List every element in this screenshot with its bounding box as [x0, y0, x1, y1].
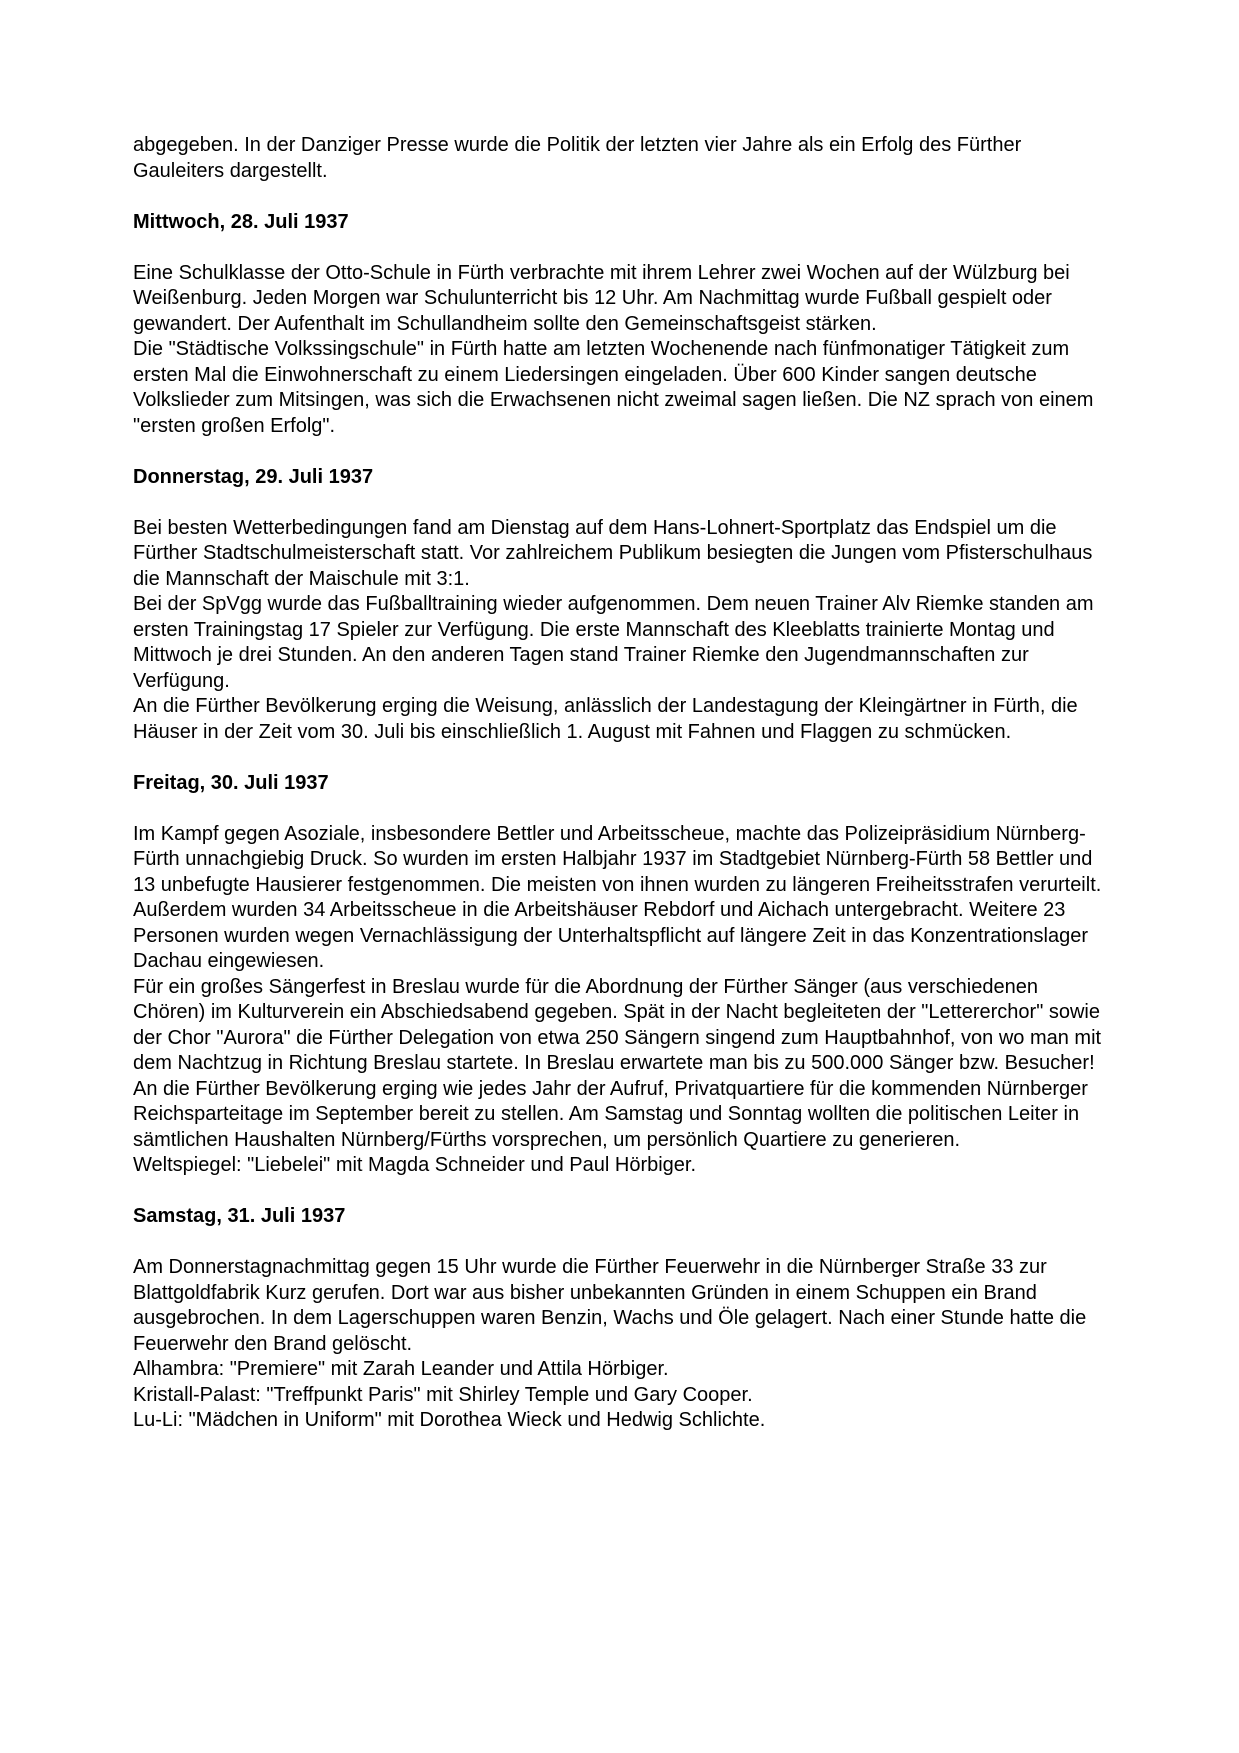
intro-paragraph: abgegeben. In der Danziger Presse wurde die Politik der letzten vier Jahre als ein Erfolg des Fürther Gauleiters dargestellt. [133, 134, 1022, 182]
section-heading: Mittwoch, 28. Juli 1937 [133, 210, 349, 233]
paragraph: Für ein großes Sängerfest in Breslau wurde für die Abordnung der Fürther Sänger (aus verschiedenen Chören) im Kulturverein ein Abschiedsabend gegeben. Spät in der Nacht begleiteten der "Lettererchor" sowie der Chor "Aurora" die Fürther Delegation von etwa 250 Sängern singend zum Hauptbahnhof, von wo man mit dem Nachtzug in Richtung Breslau startete. In Breslau erwartete man bis zu 500.000 Sänger bzw. Besucher! [133, 975, 1102, 1074]
paragraph: Bei der SpVgg wurde das Fußballtraining wieder aufgenommen. Dem neuen Trainer Alv Riemke standen am ersten Trainingstag 17 Spieler zur Verfügung. Die erste Mannschaft des Kleeblatts trainierte Montag und Mittwoch je drei Stunden. An den anderen Tagen stand Trainer Riemke den Jugendmannschaften zur Verfügung. [133, 593, 1094, 692]
paragraph: Kristall-Palast: "Treffpunkt Paris" mit Shirley Temple und Gary Cooper. [133, 1383, 753, 1406]
paragraph: Die "Städtische Volkssingschule" in Fürth hatte am letzten Wochenende nach fünfmonatiger Tätigkeit zum ersten Mal die Einwohnerschaft zu einem Liedersingen eingeladen. Über 600 Kinder sangen deutsche Volkslieder zum Mitsingen, was sich die Erwachsenen nicht zweimal sagen ließen. Die NZ sprach von einem "ersten großen Erfolg". [133, 338, 1094, 437]
section-mittwoch-28-juli-1937 [133, 210, 1111, 440]
section-donnerstag-29-juli-1937 [133, 465, 1111, 746]
paragraph: Weltspiegel: "Liebelei" mit Magda Schneider und Paul Hörbiger. [133, 1154, 697, 1176]
paragraph: Eine Schulklasse der Otto-Schule in Fürth verbrachte mit ihrem Lehrer zwei Wochen auf der Wülzburg bei Weißenburg. Jeden Morgen war Schulunterricht bis 12 Uhr. Am Nachmittag wurde Fußball gespielt oder gewandert. Der Aufenthalt im Schullandheim sollte den Gemeinschaftsgeist stärken. [133, 261, 1070, 335]
paragraph: Im Kampf gegen Asoziale, insbesondere Bettler und Arbeitsscheue, machte das Polizeipräsidium Nürnberg-Fürth unnachgiebig Druck. So wurden im ersten Halbjahr 1937 im Stadtgebiet Nürnberg-Fürth 58 Bettler und 13 unbefugte Hausierer festgenommen. Die meisten von ihnen wurden zu längeren Freiheitsstrafen verurteilt. Außerdem wurden 34 Arbeitsscheue in die Arbeitshäuser Rebdorf und Aichach untergebracht. Weitere 23 Personen wurden wegen Vernachlässigung der Unterhaltspflicht auf längere Zeit in das Konzentrationslager Dachau eingewiesen. [133, 822, 1102, 972]
section-heading: Samstag, 31. Juli 1937 [133, 1205, 346, 1227]
section-heading: Freitag, 30. Juli 1937 [133, 771, 329, 794]
paragraph: An die Fürther Bevölkerung erging wie jedes Jahr der Aufruf, Privatquartiere für die kommenden Nürnberger Reichsparteitage im September bereit zu stellen. Am Samstag und Sonntag wollten die politischen Leiter in sämtlichen Haushalten Nürnberg/Fürths vorsprechen, um persönlich Quartiere zu generieren. [133, 1077, 1088, 1151]
section-samstag-31-juli-1937 [133, 1204, 1111, 1434]
paragraph: Lu-Li: "Mädchen in Uniform" mit Dorothea Wieck und Hedwig Schlichte. [133, 1409, 766, 1431]
section-heading: Donnerstag, 29. Juli 1937 [133, 465, 374, 488]
section-freitag-30-juli-1937 [133, 771, 1111, 1179]
paragraph: Alhambra: "Premiere" mit Zarah Leander und Attila Hörbiger. [133, 1358, 669, 1380]
paragraph: Am Donnerstagnachmittag gegen 15 Uhr wurde die Fürther Feuerwehr in die Nürnberger Straße 33 zur Blattgoldfabrik Kurz gerufen. Dort war aus bisher unbekannten Gründen in einem Schuppen ein Brand ausgebrochen. In dem Lagerschuppen waren Benzin, Wachs und Öle gelagert. Nach einer Stunde hatte die Feuerwehr den Brand gelöscht. [133, 1256, 1087, 1355]
paragraph: Bei besten Wetterbedingungen fand am Dienstag auf dem Hans-Lohnert-Sportplatz das Endspiel um die Fürther Stadtschulmeisterschaft statt. Vor zahlreichem Publikum besiegten die Jungen vom Pfisterschulhaus die Mannschaft der Maischule mit 3:1. [133, 516, 1093, 590]
paragraph: An die Fürther Bevölkerung erging die Weisung, anlässlich der Landestagung der Kleingärtner in Fürth, die Häuser in der Zeit vom 30. Juli bis einschließlich 1. August mit Fahnen und Flaggen zu schmücken. [133, 695, 1078, 743]
